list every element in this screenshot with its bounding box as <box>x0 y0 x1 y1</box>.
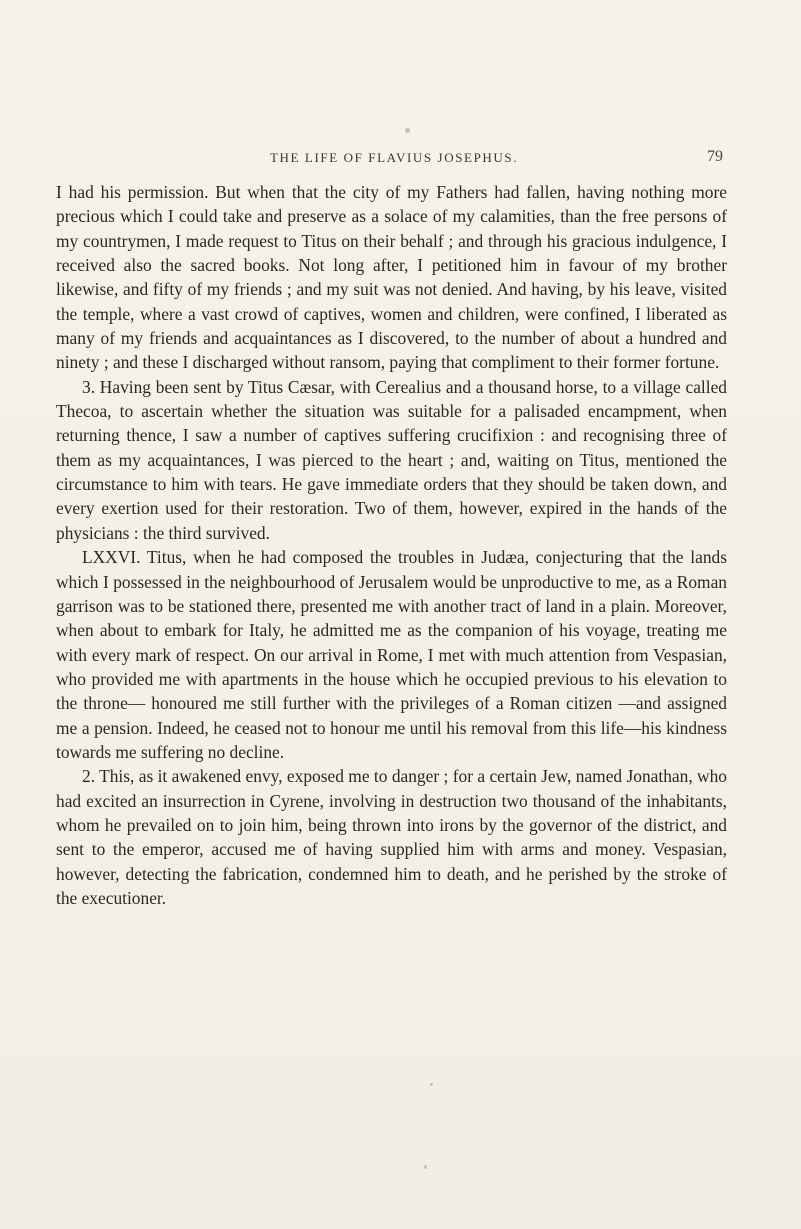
body-text <box>56 180 727 910</box>
page-speck <box>424 1165 427 1169</box>
page-number: 79 <box>707 148 723 165</box>
page-speck <box>430 1083 433 1086</box>
paragraph-section-2: 2. This, as it awakened envy, exposed me to danger ; for a certain Jew, named Jonathan, who had excited an insurrection in Cyrene, involving in destruction two thousand of the inhabitants, whom he prevailed on to join him, being thrown into irons by the governor of the district, and sent to the emperor, accused me of having supplied him with arms and money. Vespasian, however, detecting the fabrication, condemned him to death, and he perished by the stroke of the executioner. <box>56 766 727 908</box>
paragraph-chapter-lxxvi: LXXVI. Titus, when he had composed the troubles in Judæa, conjecturing that the lands which I possessed in the neighbourhood of Jerusalem would be unproductive to me, as a Roman garrison was to be stationed there, presented me with another tract of land in a plain. Moreover, when about to embark for Italy, he admitted me as the companion of his voyage, treating me with every mark of respect. On our arrival in Rome, I met with much attention from Vespasian, who provided me with apartments in the house which he occupied previous to his elevation to the throne— honoured me still further with the privileges of a Roman citizen —and assigned me a pension. Indeed, he ceased not to honour me until his removal from this life—his kindness towards me suffering no decline. <box>56 547 727 762</box>
paragraph-section-3: 3. Having been sent by Titus Cæsar, with Cerealius and a thousand horse, to a village called Thecoa, to ascertain whether the situation was suitable for a palisaded encampment, when returning thence, I saw a number of captives suffering crucifixion : and recognising three of them as my acquaintances, I was pierced to the heart ; and, waiting on Titus, mentioned the circumstance to him with tears. He gave immediate orders that they should be taken down, and every exertion used for their restoration. Two of them, however, expired in the hands of the physicians : the third survived. <box>56 376 727 543</box>
paragraph-permission: I had his permission. But when that the city of my Fathers had fallen, having nothing more precious which I could take and preserve as a solace of my calamities, than the free persons of my countrymen, I made request to Titus on their behalf ; and through his gracious indulgence, I received also the sacred books. Not long after, I petitioned him in favour of my brother likewise, and fifty of my friends ; and my suit was not denied. And having, by his leave, visited the temple, where a vast crowd of captives, women and children, were confined, I liberated as many of my friends and acquaintances as I discovered, to the number of about a hundred and ninety ; and these I discharged without ransom, paying that compliment to their former fortune. <box>56 182 727 373</box>
running-head: THE LIFE OF FLAVIUS JOSEPHUS. <box>270 150 519 165</box>
page-header <box>0 150 801 170</box>
page-speck <box>405 128 410 133</box>
